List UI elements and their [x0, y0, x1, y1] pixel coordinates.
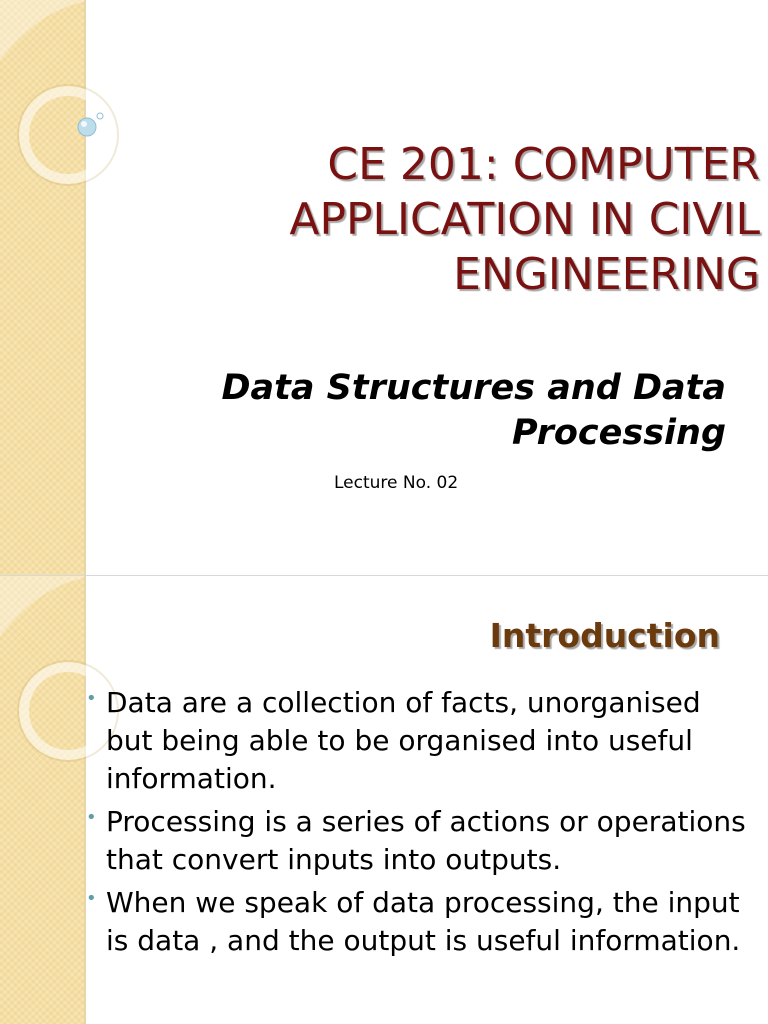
bullet-text: Data are a collection of facts, unorganised but being able to be organised into useful information.: [106, 686, 701, 795]
slide-title: CE 201: COMPUTER APPLICATION IN CIVIL ENGINEERING: [289, 139, 760, 300]
slide-subtitle: Data Structures and Data Processing: [221, 368, 726, 453]
bullet-icon: •: [86, 807, 97, 828]
bullet-icon: •: [86, 888, 97, 909]
list-item: [84, 803, 754, 879]
bullet-text: When we speak of data processing, the input is data , and the output is useful information.: [106, 886, 741, 957]
slide-heading: Introduction: [489, 616, 720, 655]
list-item: [84, 884, 754, 960]
bullet-text: Processing is a series of actions or operations that convert inputs into outputs.: [106, 805, 746, 876]
bullet-list: [84, 684, 754, 965]
list-item: [84, 684, 754, 798]
decorative-circles-graphic: [0, 0, 140, 200]
lecture-number: Lecture No. 02: [334, 473, 459, 493]
bullet-icon: •: [86, 688, 97, 709]
introduction-slide: [0, 576, 768, 1024]
slide-divider: [0, 575, 768, 576]
